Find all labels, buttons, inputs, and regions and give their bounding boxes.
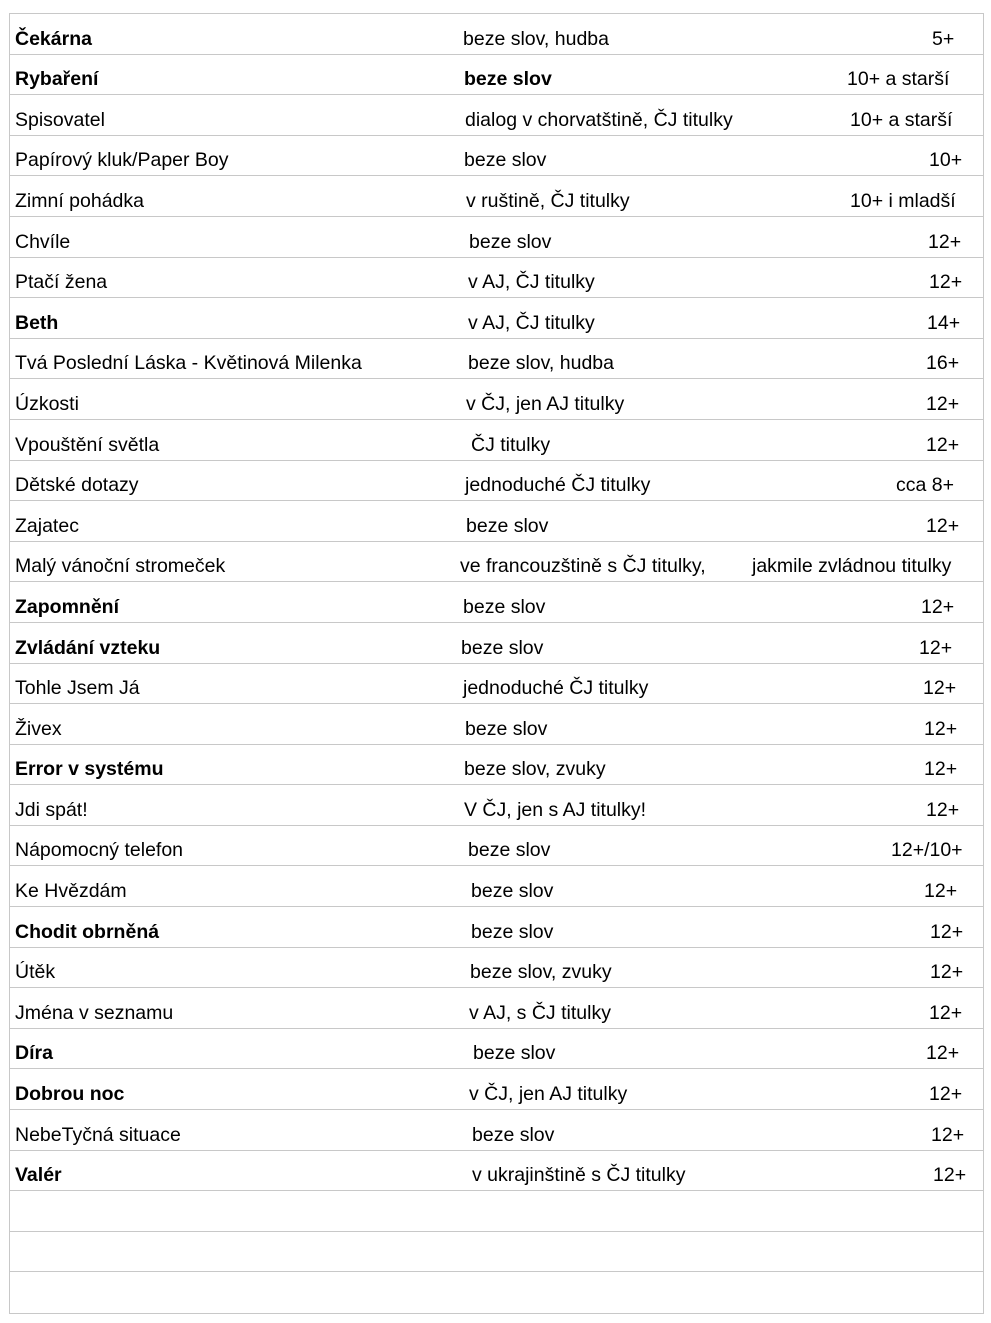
language-cell: beze slov — [463, 595, 546, 618]
age-rating-cell: 12+ — [924, 717, 958, 740]
age-rating-cell: 12+/10+ — [891, 839, 963, 862]
film-title-cell: Ptačí žena — [15, 271, 108, 294]
table-row — [10, 542, 983, 583]
table-row — [10, 339, 983, 380]
language-cell: v ruštině, ČJ titulky — [466, 189, 630, 212]
film-title-cell: Rybaření — [15, 68, 99, 91]
age-rating-cell: 10+ a starší — [847, 68, 950, 91]
film-title-cell: Nápomocný telefon — [15, 839, 184, 862]
language-cell: ČJ titulky — [471, 433, 551, 456]
film-title-cell: Jména v seznamu — [15, 1001, 174, 1024]
film-title-cell: Díra — [15, 1042, 53, 1065]
age-rating-cell: 12+ — [929, 1001, 963, 1024]
table-row — [10, 420, 983, 461]
age-rating-cell: 10+ — [929, 149, 963, 172]
table-row — [10, 785, 983, 826]
film-title-cell: Jdi spát! — [15, 798, 88, 821]
language-cell: v AJ, ČJ titulky — [468, 271, 595, 294]
age-rating-cell: 5+ — [932, 27, 955, 50]
table-row — [10, 1029, 983, 1070]
language-cell: beze slov — [466, 514, 549, 537]
age-rating-cell: 16+ — [926, 352, 960, 375]
table-row — [10, 1069, 983, 1110]
age-rating-cell: 12+ — [926, 514, 960, 537]
table-row — [10, 14, 983, 55]
age-rating-cell: 12+ — [933, 1164, 967, 1187]
age-rating-cell: jakmile zvládnou titulky — [752, 555, 952, 578]
film-table — [9, 13, 984, 1314]
age-rating-cell: 10+ i mladší — [850, 189, 956, 212]
film-title-cell: Ke Hvězdám — [15, 880, 127, 903]
film-title-cell: Útěk — [15, 961, 56, 984]
age-rating-cell: 12+ — [919, 636, 953, 659]
film-title-cell: Úzkosti — [15, 392, 79, 415]
language-cell: jednoduché ČJ titulky — [465, 474, 651, 497]
language-cell: beze slov — [465, 717, 548, 740]
age-rating-cell: 14+ — [927, 311, 961, 334]
table-row — [10, 866, 983, 907]
language-cell: beze slov, hudba — [468, 352, 614, 375]
language-cell: dialog v chorvatštině, ČJ titulky — [465, 108, 733, 131]
language-cell: beze slov — [464, 68, 552, 91]
table-row — [10, 664, 983, 705]
language-cell: beze slov, zvuky — [464, 758, 606, 781]
table-row — [10, 501, 983, 542]
film-title-cell: Malý vánoční stromeček — [15, 555, 226, 578]
film-title-cell: Beth — [15, 311, 59, 334]
language-cell: beze slov — [473, 1042, 556, 1065]
table-row — [10, 258, 983, 299]
age-rating-cell: 12+ — [929, 271, 963, 294]
film-title-cell: NebeTyčná situace — [15, 1123, 181, 1146]
age-rating-cell: 12+ — [926, 798, 960, 821]
language-cell: v ukrajinštině s ČJ titulky — [472, 1164, 686, 1187]
film-title-cell: Zimní pohádka — [15, 189, 144, 212]
language-cell: ve francouzštině s ČJ titulky, — [460, 555, 706, 578]
film-title-cell: Zajatec — [15, 514, 79, 537]
film-title-cell: Error v systému — [15, 758, 164, 781]
age-rating-cell: 12+ — [926, 1042, 960, 1065]
table-row — [10, 623, 983, 664]
film-title-cell: Čekárna — [15, 27, 92, 50]
table-row — [10, 55, 983, 96]
table-row — [10, 217, 983, 258]
table-row — [10, 1110, 983, 1151]
film-title-cell: Zvládání vzteku — [15, 636, 161, 659]
age-rating-cell: 12+ — [926, 433, 960, 456]
language-cell: beze slov — [468, 839, 551, 862]
table-row — [10, 298, 983, 339]
table-row — [10, 1232, 983, 1273]
age-rating-cell: 12+ — [921, 595, 955, 618]
film-title-cell: Chodit obrněná — [15, 920, 160, 943]
film-title-cell: Živex — [15, 717, 62, 740]
table-row — [10, 948, 983, 989]
age-rating-cell: 12+ — [926, 392, 960, 415]
language-cell: V ČJ, jen s AJ titulky! — [464, 798, 647, 821]
film-title-cell: Dětské dotazy — [15, 474, 139, 497]
table-row — [10, 176, 983, 217]
table-row — [10, 1272, 983, 1313]
language-cell: jednoduché ČJ titulky — [463, 677, 649, 700]
film-title-cell: Valér — [15, 1164, 62, 1187]
age-rating-cell: 12+ — [930, 961, 964, 984]
table-row — [10, 1191, 983, 1232]
language-cell: beze slov — [464, 149, 547, 172]
table-row — [10, 136, 983, 177]
film-title-cell: Zapomnění — [15, 595, 120, 618]
language-cell: beze slov — [472, 1123, 555, 1146]
age-rating-cell: 12+ — [929, 1083, 963, 1106]
film-title-cell: Vpouštění světla — [15, 433, 160, 456]
language-cell: v AJ, ČJ titulky — [468, 311, 595, 334]
age-rating-cell: 12+ — [923, 677, 957, 700]
table-row — [10, 582, 983, 623]
language-cell: beze slov — [471, 880, 554, 903]
language-cell: v ČJ, jen AJ titulky — [469, 1083, 628, 1106]
film-title-cell: Tvá Poslední Láska - Květinová Milenka — [15, 352, 362, 375]
language-cell: v ČJ, jen AJ titulky — [466, 392, 625, 415]
age-rating-cell: cca 8+ — [896, 474, 954, 497]
age-rating-cell: 12+ — [924, 880, 958, 903]
table-row — [10, 1151, 983, 1192]
age-rating-cell: 12+ — [931, 1123, 965, 1146]
table-row — [10, 907, 983, 948]
age-rating-cell: 12+ — [928, 230, 962, 253]
film-title-cell: Chvíle — [15, 230, 71, 253]
age-rating-cell: 12+ — [924, 758, 958, 781]
table-row — [10, 95, 983, 136]
age-rating-cell: 10+ a starší — [850, 108, 953, 131]
film-title-cell: Tohle Jsem Já — [15, 677, 140, 700]
language-cell: beze slov, hudba — [463, 27, 609, 50]
film-title-cell: Spisovatel — [15, 108, 105, 131]
table-row — [10, 379, 983, 420]
language-cell: beze slov — [471, 920, 554, 943]
language-cell: beze slov, zvuky — [470, 961, 612, 984]
table-row — [10, 988, 983, 1029]
table-row — [10, 745, 983, 786]
film-title-cell: Papírový kluk/Paper Boy — [15, 149, 229, 172]
film-title-cell: Dobrou noc — [15, 1083, 125, 1106]
language-cell: beze slov — [461, 636, 544, 659]
table-row — [10, 826, 983, 867]
language-cell: beze slov — [469, 230, 552, 253]
age-rating-cell: 12+ — [930, 920, 964, 943]
table-row — [10, 461, 983, 502]
table-row — [10, 704, 983, 745]
language-cell: v AJ, s ČJ titulky — [469, 1001, 611, 1024]
